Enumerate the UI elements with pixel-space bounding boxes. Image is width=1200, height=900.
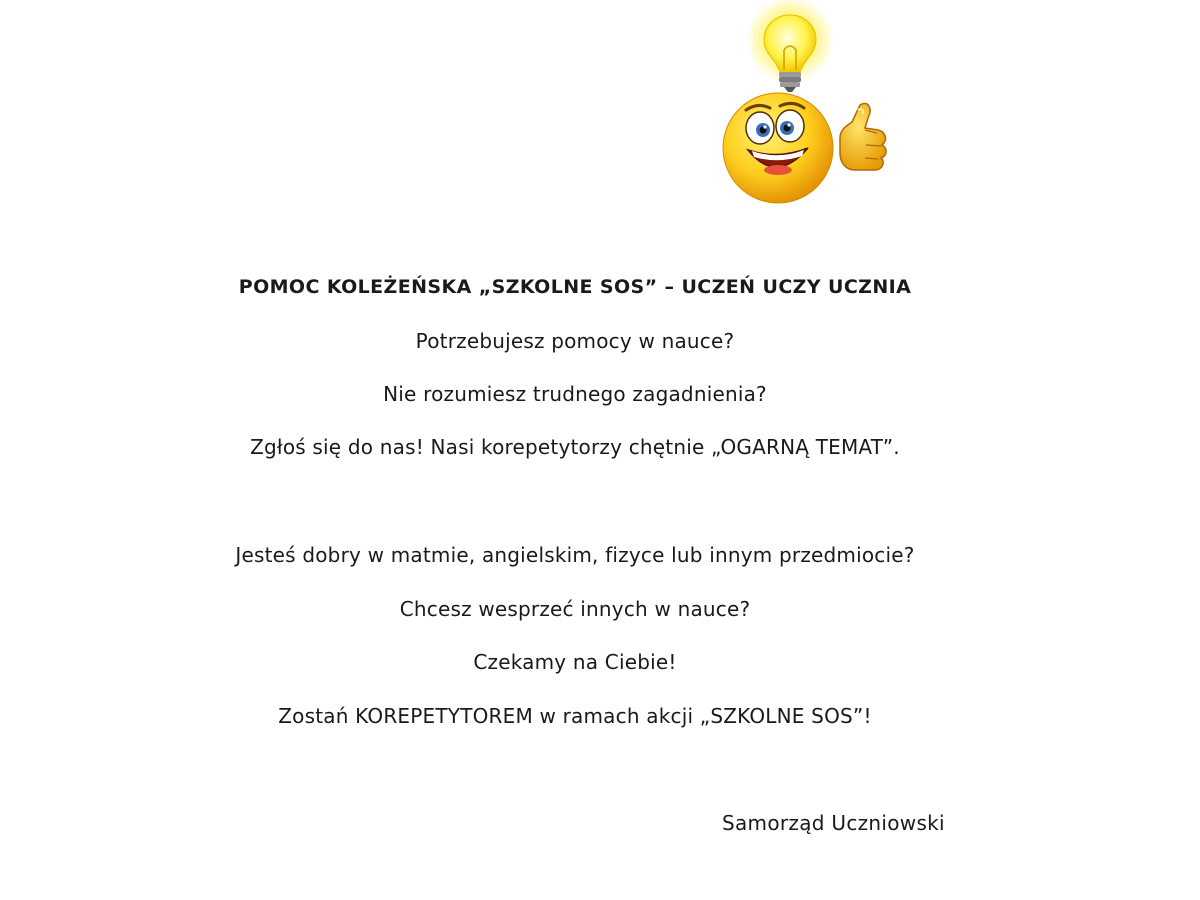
thumbs-up-hand-icon — [840, 103, 886, 170]
notice-line-7: Zostań KOREPETYTOREM w ramach akcji „SZKOLNE SOS”! — [278, 704, 872, 728]
notice-title: POMOC KOLEŻEŃSKA „SZKOLNE SOS” – UCZEŃ UCZY UCZNIA — [238, 276, 912, 298]
notice-line-3: Zgłoś się do nas! Nasi korepetytorzy chętnie „OGARNĄ TEMAT”. — [250, 435, 900, 459]
notice-line-1: Potrzebujesz pomocy w nauce? — [415, 329, 735, 353]
idea-emoji-illustration — [710, 0, 910, 205]
light-bulb-icon — [746, 0, 834, 92]
notice-line-5: Chcesz wesprzeć innych w nauce? — [399, 597, 751, 621]
smiley-face-icon — [723, 93, 833, 203]
notice-line-2: Nie rozumiesz trudnego zagadnienia? — [383, 382, 767, 406]
notice-line-4: Jesteś dobry w matmie, angielskim, fizyce lub innym przedmiocie? — [235, 543, 915, 567]
notice-line-6: Czekamy na Ciebie! — [473, 650, 677, 674]
signature: Samorząd Uczniowski — [722, 811, 945, 835]
